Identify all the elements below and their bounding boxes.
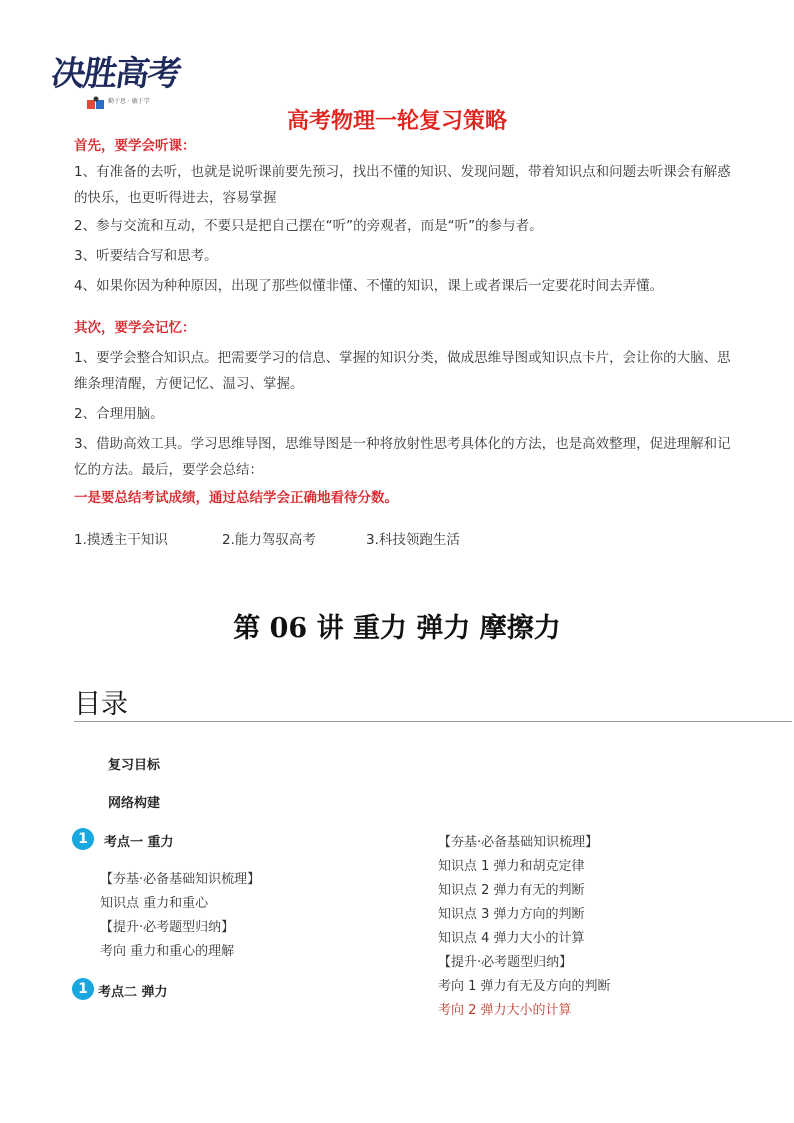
- toc-subitem[interactable]: 知识点 4 弹力大小的计算: [438, 931, 585, 946]
- logo-tagline: 勤于思 · 敏于学: [108, 98, 150, 105]
- toc-subitem[interactable]: 【夯基·必备基础知识梳理】: [100, 872, 261, 887]
- list-item: 4、如果你因为种种原因，出现了那些似懂非懂、不懂的知识，课上或者课后一定要花时间去弄懂。: [74, 278, 664, 294]
- list-item: 2、参与交流和互动，不要只是把自己摆在“听”的旁观者，而是“听”的参与者。: [74, 218, 543, 234]
- toc-subitem[interactable]: 考向 2 弹力大小的计算: [438, 1003, 572, 1018]
- main-title: 高考物理一轮复习策略: [286, 109, 507, 134]
- list-item: 1、有准备的去听，也就是说听课前要先预习，找出不懂的知识、发现问题，带着知识点和问题去听课会有解惑的快乐，也更听得进去，容易掌握: [74, 164, 731, 206]
- toc-subitem[interactable]: 知识点 2 弹力有无的判断: [438, 883, 585, 898]
- list-item: 3、借助高效工具。学习思维导图，思维导图是一种将放射性思考具体化的方法，也是高效整理，促进理解和记忆的方法。最后，要学会总结：: [74, 436, 731, 478]
- toc-network[interactable]: 网络构建: [108, 796, 161, 811]
- lecture-title: 第 06 讲 重力 弹力 摩擦力: [233, 613, 561, 644]
- toc-review-goal[interactable]: 复习目标: [108, 758, 161, 773]
- number-badge: 1: [72, 828, 94, 850]
- toc-subitem[interactable]: 【提升·必考题型归纳】: [438, 955, 573, 970]
- point-item: 2.能力驾驭高考: [222, 532, 316, 548]
- logo-text: 决胜高考: [48, 54, 183, 94]
- toc-title: 目录: [74, 689, 128, 720]
- section-memory: [74, 315, 734, 511]
- list-item: 3、听要结合写和思考。: [74, 248, 218, 264]
- toc-subitem[interactable]: 知识点 3 弹力方向的判断: [438, 907, 585, 922]
- divider: [74, 721, 792, 722]
- toc-subitem[interactable]: 知识点 重力和重心: [100, 896, 209, 911]
- section-listening: [74, 133, 734, 299]
- toc-subitem[interactable]: 【夯基·必备基础知识梳理】: [438, 835, 599, 850]
- point-item: 1.摸透主干知识: [74, 532, 168, 548]
- summary-line: 一是要总结考试成绩，通过总结学会正确地看待分数。: [74, 490, 398, 506]
- list-item: 1、要学会整合知识点。把需要学习的信息、掌握的知识分类，做成思维导图或知识点卡片，会让你的大脑、思维条理清醒，方便记忆、温习、掌握。: [74, 350, 731, 392]
- point-item: 3.科技领跑生活: [366, 532, 460, 548]
- section-heading: 首先，要学会听课：: [74, 138, 196, 154]
- toc-subitem[interactable]: 考向 1 弹力有无及方向的判断: [438, 979, 611, 994]
- list-item: 2、合理用脑。: [74, 406, 164, 422]
- number-badge: 1: [72, 978, 94, 1000]
- section-heading: 其次，要学会记忆：: [74, 320, 196, 336]
- toc-subitem[interactable]: 【提升·必考题型归纳】: [100, 920, 235, 935]
- toc-subitem[interactable]: 考向 重力和重心的理解: [100, 944, 235, 959]
- toc-subitem[interactable]: 知识点 1 弹力和胡克定律: [438, 859, 585, 874]
- toc-point-elastic[interactable]: 考点二 弹力: [98, 985, 168, 1000]
- toc-point-gravity[interactable]: 考点一 重力: [104, 835, 174, 850]
